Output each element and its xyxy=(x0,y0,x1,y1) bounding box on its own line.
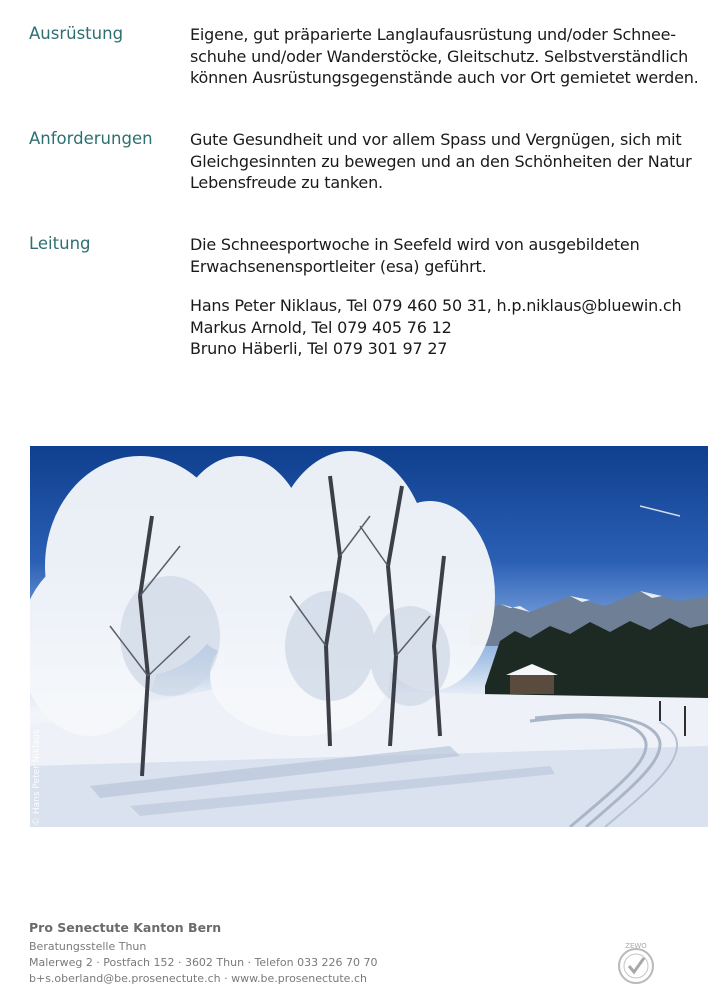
contact-line: Hans Peter Niklaus, Tel 079 460 50 31, h.p.niklaus@bluewin.ch xyxy=(190,296,682,315)
footer-contact: b+s.oberland@be.prosenectute.ch · www.be.prosenectute.ch xyxy=(29,972,367,985)
section-text: Gute Gesundheit und vor allem Spass und Vergnügen, sich mit Gleichgesinnten zu bewegen und an den Schönheiten der Natur Lebensfreude zu tanken. xyxy=(190,130,692,192)
photo-credit-text: © Hans Peter Niklaus xyxy=(32,729,42,826)
winter-landscape-photo xyxy=(30,446,708,827)
footer xyxy=(29,920,679,987)
zewo-seal-icon xyxy=(616,940,656,988)
section-label: Leitung xyxy=(29,234,91,253)
section-body xyxy=(190,234,715,360)
section-text: Eigene, gut präparierte Langlaufausrüstung und/oder Schneeschuhe und/oder Wanderstöcke, Gleitschutz. Selbstverständlich können Ausrüstungsgegenstände auch vor Ort gemietet werden. xyxy=(190,25,699,87)
contact-line: Markus Arnold, Tel 079 405 76 12 xyxy=(190,317,452,337)
footer-address: Malerweg 2 · Postfach 152 · 3602 Thun · Telefon 033 226 70 70 xyxy=(29,956,378,969)
section-body xyxy=(190,129,715,194)
footer-org-name: Pro Senectute Kanton Bern xyxy=(29,920,222,935)
section-body xyxy=(190,24,715,89)
footer-office: Beratungsstelle Thun xyxy=(29,940,147,953)
section-label: Anforderungen xyxy=(29,129,153,148)
contact-line: Bruno Häberli, Tel 079 301 97 27 xyxy=(190,339,448,358)
section-label: Ausrüstung xyxy=(29,24,124,43)
svg-text:ZEWO: ZEWO xyxy=(625,942,647,950)
section-text: Die Schneesportwoche in Seefeld wird von ausgebildeten Erwachsenensportleiter (esa) geführt. xyxy=(190,235,640,276)
photo-credit xyxy=(32,729,46,826)
winter-scene-illustration xyxy=(30,446,708,827)
